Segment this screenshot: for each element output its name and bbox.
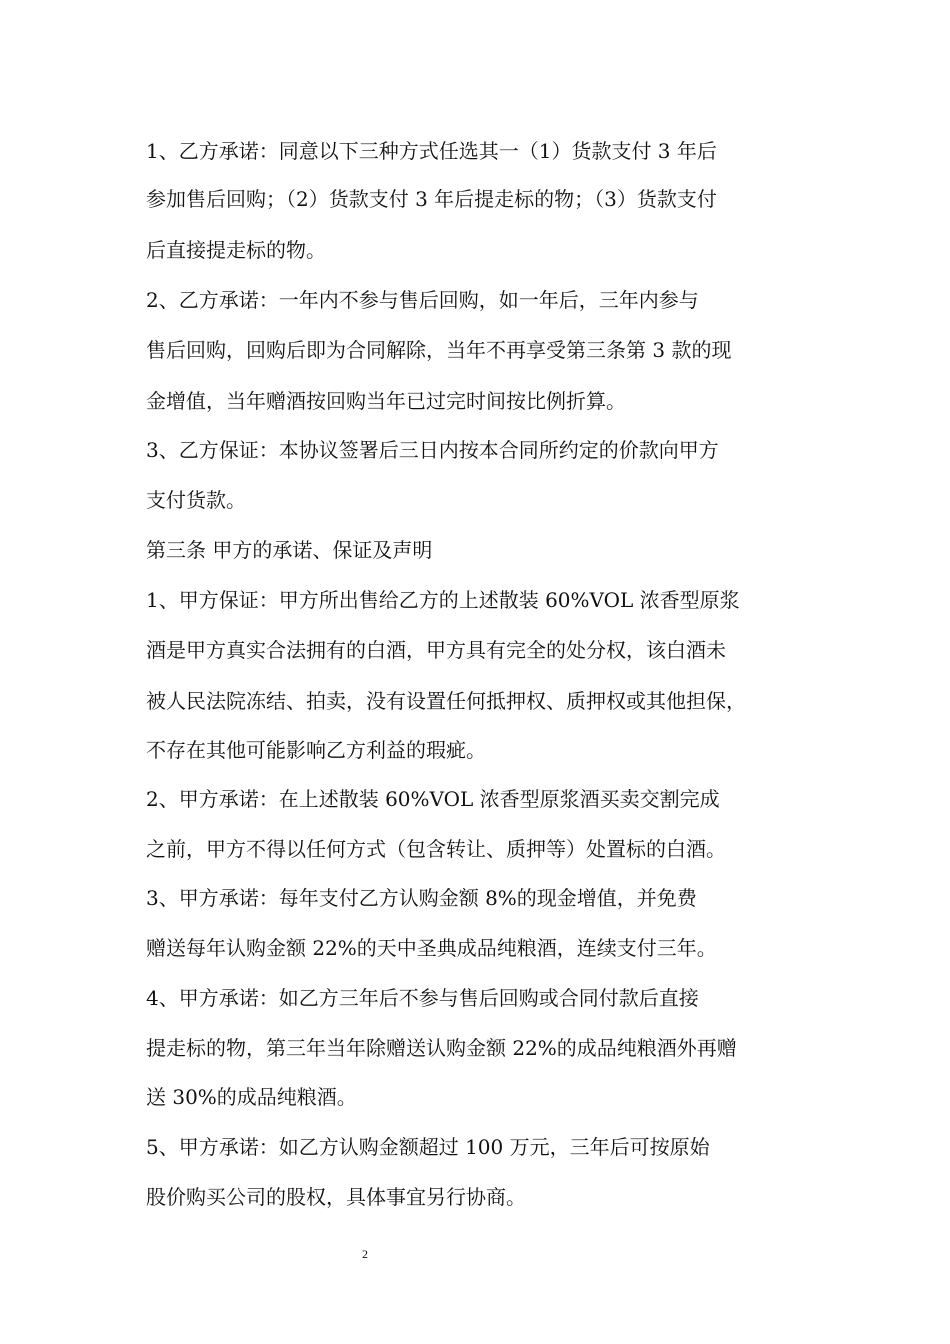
- text-line: 4、甲方承诺：如乙方三年后不参与售后回购或合同付款后直接: [146, 986, 699, 1010]
- text-line: 3、甲方承诺：每年支付乙方认购金额 8%的现金增值，并免费: [146, 886, 697, 910]
- text-line: 赠送每年认购金额 22%的天中圣典成品纯粮酒，连续支付三年。: [146, 936, 717, 960]
- text-line: 2、乙方承诺：一年内不参与售后回购，如一年后，三年内参与: [146, 288, 699, 312]
- text-line: 酒是甲方真实合法拥有的白酒，甲方具有完全的处分权，该白酒未: [146, 638, 726, 662]
- text-line: 股价购买公司的股权，具体事宜另行协商。: [146, 1185, 526, 1209]
- text-line: 送 30%的成品纯粮酒。: [146, 1085, 357, 1109]
- text-line: 后直接提走标的物。: [146, 238, 326, 262]
- text-line: 1、乙方承诺：同意以下三种方式任选其一（1）货款支付 3 年后: [146, 139, 717, 163]
- text-line: 提走标的物，第三年当年除赠送认购金额 22%的成品纯粮酒外再赠: [146, 1036, 737, 1060]
- page-number: 2: [362, 1247, 368, 1261]
- text-line: 之前，甲方不得以任何方式（包含转让、质押等）处置标的白酒。: [146, 837, 726, 861]
- text-line: 1、甲方保证：甲方所出售给乙方的上述散装 60%VOL 浓香型原浆: [146, 588, 740, 612]
- text-line: 5、甲方承诺：如乙方认购金额超过 100 万元，三年后可按原始: [146, 1135, 710, 1159]
- text-line: 金增值，当年赠酒按回购当年已过完时间按比例折算。: [146, 389, 626, 413]
- text-line: 参加售后回购；（2）货款支付 3 年后提走标的物；（3）货款支付: [146, 187, 717, 211]
- text-line: 2、甲方承诺：在上述散装 60%VOL 浓香型原浆酒买卖交割完成: [146, 787, 720, 811]
- text-line: 被人民法院冻结、拍卖，没有设置任何抵押权、质押权或其他担保，: [146, 689, 746, 713]
- text-line: 不存在其他可能影响乙方利益的瑕疵。: [146, 738, 486, 762]
- text-line: 3、乙方保证：本协议签署后三日内按本合同所约定的价款向甲方: [146, 438, 719, 462]
- text-line: 售后回购，回购后即为合同解除，当年不再享受第三条第 3 款的现: [146, 338, 732, 362]
- text-line: 支付货款。: [146, 488, 246, 512]
- section-heading: 第三条 甲方的承诺、保证及声明: [146, 538, 433, 562]
